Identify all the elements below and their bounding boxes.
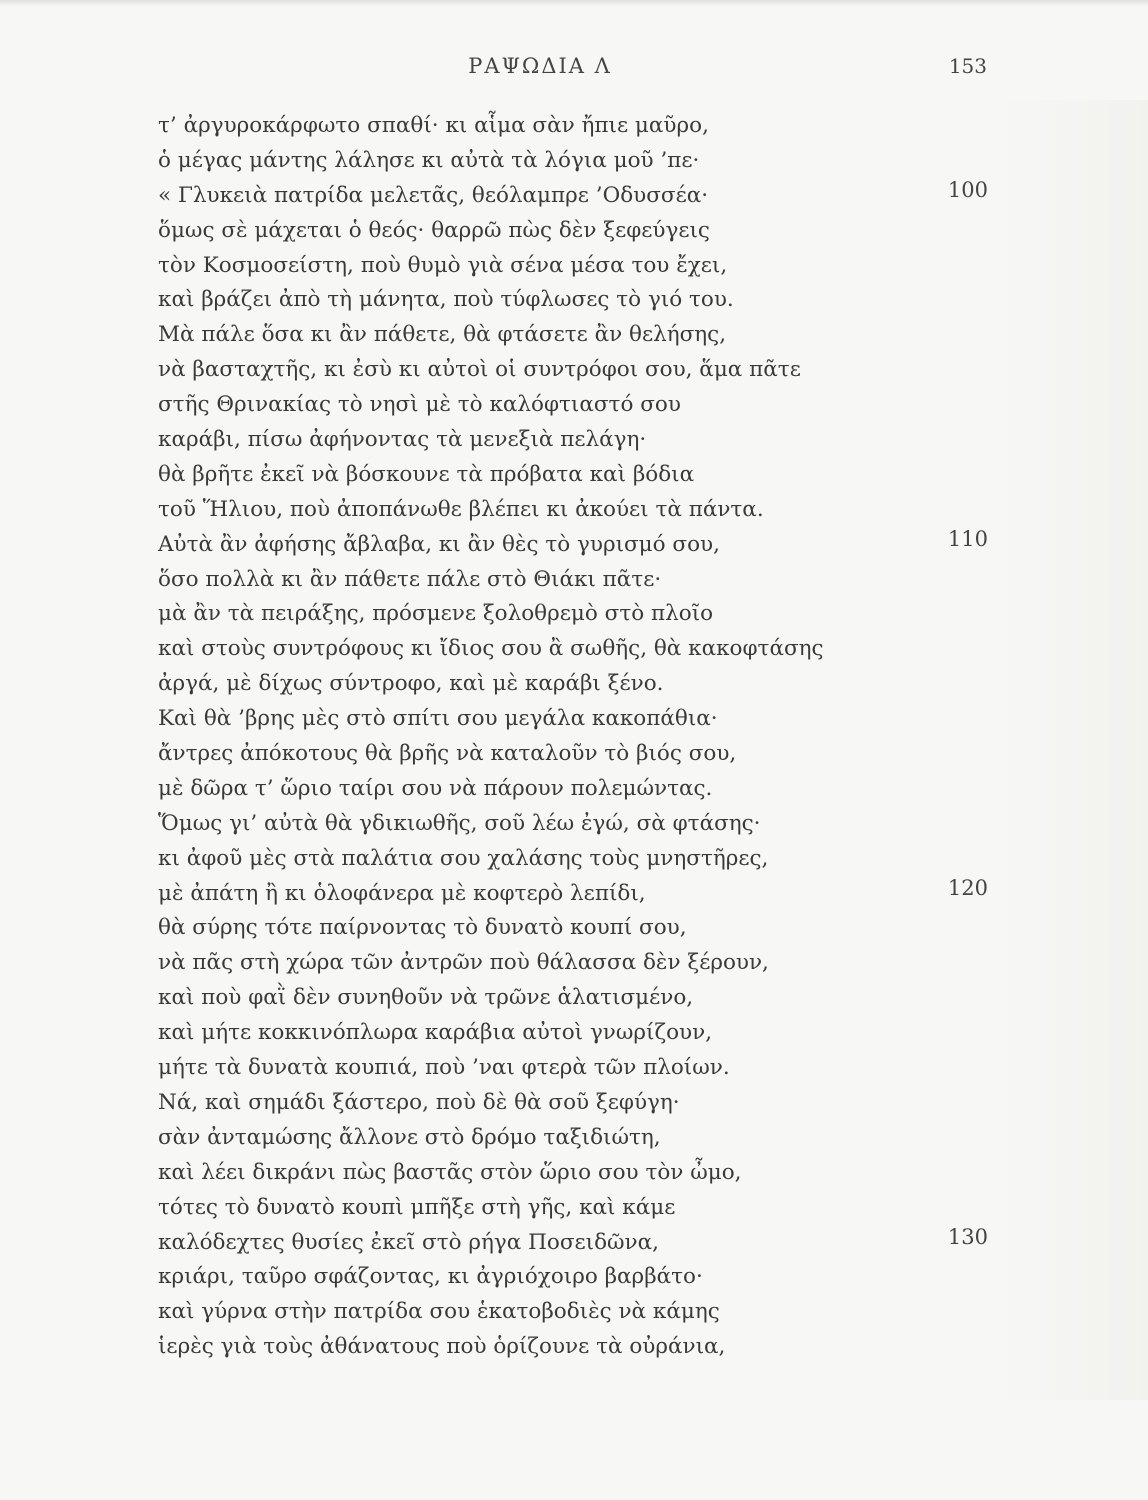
verse-text: καὶ λέει δικράνι πὼς βαστᾶς στὸν ὥριο σου τὸν ὦμο,	[158, 1159, 742, 1185]
verse-line	[158, 318, 998, 353]
verse-line	[158, 179, 998, 214]
verse-text: Αὐτὰ ἂν ἀφήσης ἄβλαβα, κι ἂν θὲς τὸ γυρισμό σου,	[158, 531, 720, 557]
verse-text: καὶ ποὺ φαῒ δὲν συνηθοῦν νὰ τρῶνε ἁλατισμένο,	[158, 985, 694, 1011]
verse-text: ὅμως σὲ μάχεται ὁ θεός· θαρρῶ πὼς δὲν ξεφεύγεις	[158, 217, 710, 243]
running-head	[0, 54, 1148, 84]
verse-line	[158, 1191, 998, 1226]
verse-text: θὰ βρῆτε ἐκεῖ νὰ βόσκουνε τὰ πρόβατα καὶ βόδια	[158, 461, 695, 487]
verse-text: καὶ στοὺς συντρόφους κι ἴδιος σου ἂ σωθῆς, θὰ κακοφτάσης	[158, 636, 824, 662]
verse-line	[158, 877, 998, 912]
verse-text: τοῦ Ἥλιου, ποὺ ἀποπάνωθε βλέπει κι ἀκούει τὰ πάντα.	[158, 496, 764, 522]
verse-line	[158, 702, 998, 737]
verse-text: κριάρι, ταῦρο σφάζοντας, κι ἀγριόχοιρο βαρβάτο·	[158, 1264, 703, 1290]
verse-text: « Γλυκειὰ πατρίδα μελετᾶς, θεόλαμπρε ’Οδυσσέα·	[158, 182, 709, 208]
verse-text: στῆς Θρινακίας τὸ νησὶ μὲ τὸ καλόφτιαστό σου	[158, 392, 681, 418]
verse-block	[158, 109, 998, 1365]
verse-line	[158, 493, 998, 528]
verse-text: μὲ ἀπάτη ἢ κι ὁλοφάνερα μὲ κοφτερὸ λεπίδι,	[158, 880, 646, 906]
verse-text: τότες τὸ δυνατὸ κουπὶ μπῆξε στὴ γῆς, καὶ κάμε	[158, 1194, 676, 1220]
verse-text: μὰ ἂν τὰ πειράξης, πρόσμενε ξολοθρεμὸ στὸ πλοῖο	[158, 601, 714, 627]
verse-text: Ὅμως γι’ αὐτὰ θὰ γδικιωθῆς, σοῦ λέω ἐγώ, σὰ φτάσης·	[158, 810, 761, 836]
verse-text: ἱερὲς γιὰ τοὺς ἀθάνατους ποὺ ὁρίζουνε τὰ οὐράνια,	[158, 1334, 726, 1360]
verse-line	[158, 597, 998, 632]
verse-line	[158, 388, 998, 423]
verse-text: ὁ μέγας μάντης λάλησε κι αὐτὰ τὰ λόγια μοῦ ’πε·	[158, 147, 700, 173]
verse-text: Νά, καὶ σημάδι ξάστερο, ποὺ δὲ θὰ σοῦ ξεφύγη·	[158, 1089, 680, 1115]
verse-text: Μὰ πάλε ὅσα κι ἂν πάθετε, θὰ φτάσετε ἂν θελήσης,	[158, 322, 727, 348]
page-number: 153	[948, 54, 987, 78]
verse-line	[158, 1121, 998, 1156]
verse-text: νὰ βασταχτῆς, κι ἐσὺ κι αὐτοὶ οἱ συντρόφοι σου, ἅμα πᾶτε	[158, 357, 801, 383]
verse-line	[158, 1260, 998, 1295]
verse-line	[158, 528, 998, 563]
verse-text: τὸν Κοσμοσείστη, ποὺ θυμὸ γιὰ σένα μέσα του ἔχει,	[158, 252, 728, 278]
verse-line	[158, 911, 998, 946]
verse-line	[158, 1156, 998, 1191]
verse-line	[158, 249, 998, 284]
verse-line	[158, 1226, 998, 1261]
facing-page-show-through	[998, 100, 1148, 1400]
verse-line	[158, 1016, 998, 1051]
verse-text: καράβι, πίσω ἀφήνοντας τὰ μενεξιὰ πελάγη·	[158, 427, 647, 453]
verse-line	[158, 563, 998, 598]
verse-text: τ’ ἀργυροκάρφωτο σπαθί· κι αἷμα σὰν ἤπιε μαῦρο,	[158, 113, 709, 138]
verse-text: καὶ μήτε κοκκινόπλωρα καράβια αὐτοὶ γνωρίζουν,	[158, 1020, 713, 1046]
verse-line	[158, 1295, 998, 1330]
verse-line	[158, 1086, 998, 1121]
verse-line	[158, 667, 998, 702]
verse-line	[158, 109, 998, 144]
verse-text: καλόδεχτες θυσίες ἐκεῖ στὸ ρήγα Ποσειδῶνα,	[158, 1229, 659, 1255]
verse-line	[158, 737, 998, 772]
verse-text: μήτε τὰ δυνατὰ κουπιά, ποὺ ’ναι φτερὰ τῶν πλοίων.	[158, 1055, 730, 1081]
verse-number: 120	[947, 875, 988, 900]
verse-number: 110	[947, 526, 988, 551]
verse-text: ἄντρες ἀπόκοτους θὰ βρῆς νὰ καταλοῦν τὸ βιός σου,	[158, 741, 737, 767]
verse-text: καὶ γύρνα στὴν πατρίδα σου ἑκατοβοδιὲς νὰ κάμης	[158, 1299, 720, 1325]
verse-line	[158, 1051, 998, 1086]
verse-line	[158, 807, 998, 842]
verse-number: 130	[947, 1224, 988, 1249]
verse-line	[158, 981, 998, 1016]
verse-line	[158, 458, 998, 493]
page-edge-shadow	[0, 0, 1148, 6]
verse-text: κι ἀφοῦ μὲς στὰ παλάτια σου χαλάσης τοὺς μνηστῆρες,	[158, 845, 769, 871]
running-title: ΡΑΨΩΔΙΑ Λ	[468, 54, 612, 78]
verse-line	[158, 144, 998, 179]
verse-line	[158, 946, 998, 981]
verse-number: 100	[947, 177, 988, 202]
verse-text: καὶ βράζει ἀπὸ τὴ μάνητα, ποὺ τύφλωσες τὸ γιό του.	[158, 287, 734, 313]
verse-text: Καὶ θὰ ’βρης μὲς στὸ σπίτι σου μεγάλα κακοπάθια·	[158, 706, 718, 732]
verse-line	[158, 1330, 998, 1365]
verse-line	[158, 423, 998, 458]
verse-text: νὰ πᾶς στὴ χώρα τῶν ἀντρῶν ποὺ θάλασσα δὲν ξέρουν,	[158, 950, 769, 976]
verse-line	[158, 772, 998, 807]
verse-text: ὅσο πολλὰ κι ἂν πάθετε πάλε στὸ Θιάκι πᾶτε·	[158, 566, 662, 592]
verse-line	[158, 283, 998, 318]
verse-line	[158, 214, 998, 249]
verse-line	[158, 842, 998, 877]
verse-line	[158, 353, 998, 388]
verse-text: θὰ σύρης τότε παίρνοντας τὸ δυνατὸ κουπί σου,	[158, 915, 687, 941]
verse-text: μὲ δῶρα τ’ ὥριο ταίρι σου νὰ πάρουν πολεμώντας.	[158, 775, 713, 801]
verse-text: σὰν ἀνταμώσης ἄλλονε στὸ δρόμο ταξιδιώτη,	[158, 1124, 661, 1150]
verse-text: ἀργά, μὲ δίχως σύντροφο, καὶ μὲ καράβι ξένο.	[158, 671, 664, 697]
verse-line	[158, 632, 998, 667]
